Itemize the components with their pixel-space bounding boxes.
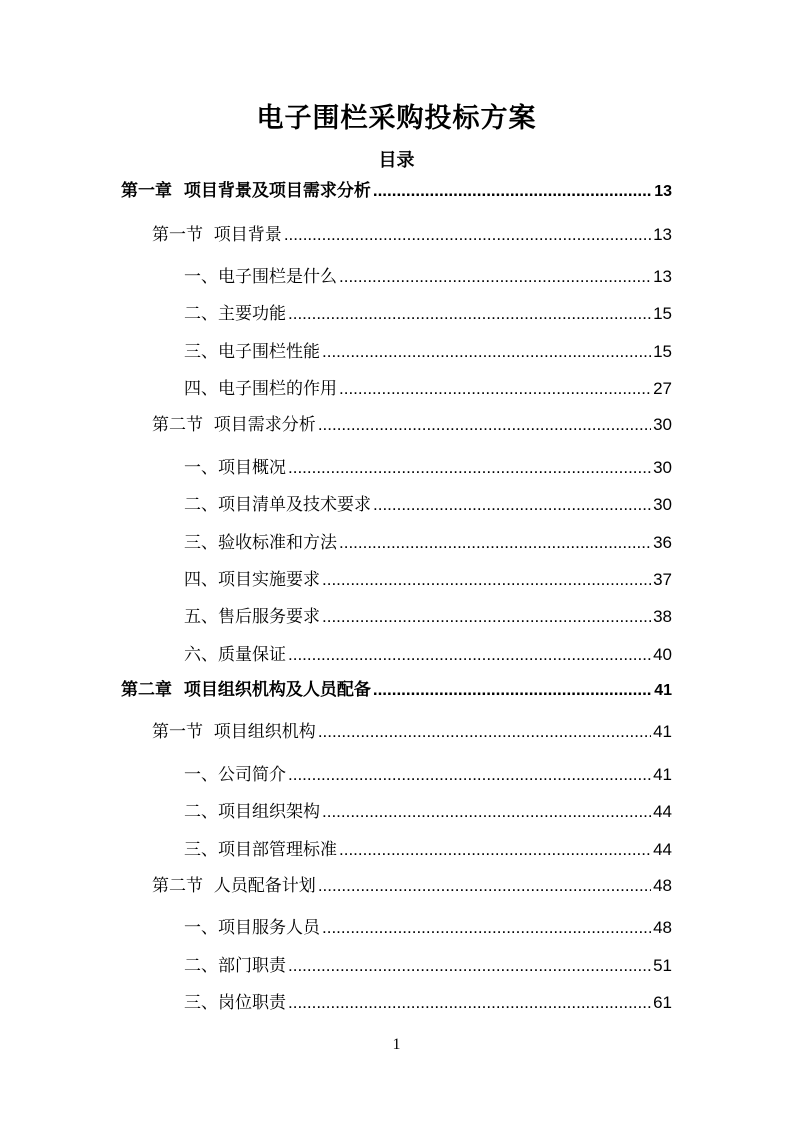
dot-leader — [288, 953, 651, 979]
toc-entry-label: 三、电子围栏性能 — [184, 342, 320, 362]
toc-entry-label: 第一章 项目背景及项目需求分析 — [121, 181, 371, 201]
toc-entry-page: 30 — [653, 458, 672, 477]
toc-entry-subsection[interactable] — [184, 455, 672, 481]
toc-entry-label: 六、质量保证 — [184, 645, 286, 665]
dot-leader — [288, 301, 651, 327]
toc-entry-page: 13 — [653, 267, 672, 286]
toc-entry-label: 第二节 项目需求分析 — [152, 415, 316, 435]
toc-entry-page: 30 — [653, 495, 672, 514]
toc-entry-chapter-2[interactable] — [121, 677, 672, 703]
toc-entry-label: 一、电子围栏是什么 — [184, 267, 337, 287]
dot-leader — [322, 915, 651, 941]
toc-entry-page: 30 — [653, 415, 672, 434]
toc-entry-section[interactable] — [152, 412, 672, 438]
dot-leader — [339, 376, 651, 402]
toc-entry-page: 61 — [653, 993, 672, 1012]
toc-entry-label: 第一节 项目组织机构 — [152, 722, 316, 742]
toc-entry-subsection[interactable] — [184, 567, 672, 593]
dot-leader — [339, 837, 651, 863]
toc-entry-label: 二、主要功能 — [184, 304, 286, 324]
toc-entry-subsection[interactable] — [184, 915, 672, 941]
dot-leader — [322, 567, 651, 593]
dot-leader — [373, 492, 651, 518]
toc-entry-section[interactable] — [152, 873, 672, 899]
toc-entry-label: 第二节 人员配备计划 — [152, 876, 316, 896]
toc-entry-label: 三、项目部管理标准 — [184, 840, 337, 860]
dot-leader — [322, 799, 651, 825]
toc-entry-subsection[interactable] — [184, 799, 672, 825]
toc-entry-subsection[interactable] — [184, 642, 672, 668]
toc-entry-page: 51 — [653, 956, 672, 975]
dot-leader — [339, 264, 651, 290]
toc-entry-subsection[interactable] — [184, 264, 672, 290]
toc-entry-page: 13 — [653, 225, 672, 244]
document-title: 电子围栏采购投标方案 — [256, 103, 537, 134]
dot-leader — [318, 719, 651, 745]
toc-entry-page: 41 — [654, 682, 672, 699]
toc-heading: 目录 — [378, 150, 415, 171]
toc-entry-page: 27 — [653, 379, 672, 398]
toc-entry-page: 15 — [653, 342, 672, 361]
toc-entry-subsection[interactable] — [184, 604, 672, 630]
dot-leader — [284, 222, 651, 248]
toc-entry-chapter-1[interactable] — [121, 178, 672, 204]
toc-entry-page: 48 — [653, 918, 672, 937]
toc-entry-page: 13 — [654, 183, 672, 200]
toc-entry-label: 第一节 项目背景 — [152, 225, 282, 245]
dot-leader — [322, 604, 651, 630]
dot-leader — [288, 642, 651, 668]
toc-entry-page: 44 — [653, 840, 672, 859]
dot-leader — [288, 455, 651, 481]
toc-entry-subsection[interactable] — [184, 339, 672, 365]
toc-entry-label: 三、岗位职责 — [184, 993, 286, 1013]
toc-entry-subsection[interactable] — [184, 762, 672, 788]
toc-entry-label: 一、公司简介 — [184, 765, 286, 785]
toc-entry-page: 36 — [653, 533, 672, 552]
toc-entry-section[interactable] — [152, 719, 672, 745]
toc-entry-subsection[interactable] — [184, 953, 672, 979]
toc-entry-label: 二、部门职责 — [184, 956, 286, 976]
toc-entry-page: 41 — [653, 765, 672, 784]
toc-entry-page: 48 — [653, 876, 672, 895]
toc-entry-subsection[interactable] — [184, 990, 672, 1016]
dot-leader — [339, 530, 651, 556]
toc-entry-subsection[interactable] — [184, 376, 672, 402]
toc-entry-label: 第二章 项目组织机构及人员配备 — [121, 680, 371, 700]
toc-entry-label: 一、项目服务人员 — [184, 918, 320, 938]
page-number: 1 — [392, 1036, 401, 1053]
dot-leader — [288, 762, 651, 788]
dot-leader — [373, 677, 652, 703]
dot-leader — [373, 178, 652, 204]
toc-entry-label: 三、验收标准和方法 — [184, 533, 337, 553]
toc-entry-subsection[interactable] — [184, 837, 672, 863]
toc-entry-page: 37 — [653, 570, 672, 589]
toc-entry-subsection[interactable] — [184, 530, 672, 556]
dot-leader — [318, 412, 651, 438]
toc-entry-label: 四、电子围栏的作用 — [184, 379, 337, 399]
toc-entry-label: 二、项目组织架构 — [184, 802, 320, 822]
toc-entry-subsection[interactable] — [184, 301, 672, 327]
toc-entry-label: 一、项目概况 — [184, 458, 286, 478]
dot-leader — [288, 990, 651, 1016]
toc-entry-label: 四、项目实施要求 — [184, 570, 320, 590]
toc-entry-subsection[interactable] — [184, 492, 672, 518]
toc-entry-page: 40 — [653, 645, 672, 664]
toc-entry-page: 44 — [653, 802, 672, 821]
dot-leader — [322, 339, 651, 365]
toc-entry-label: 二、项目清单及技术要求 — [184, 495, 371, 515]
toc-entry-section[interactable] — [152, 222, 672, 248]
toc-entry-page: 38 — [653, 607, 672, 626]
toc-entry-page: 41 — [653, 722, 672, 741]
dot-leader — [318, 873, 651, 899]
toc-entry-page: 15 — [653, 304, 672, 323]
toc-entry-label: 五、售后服务要求 — [184, 607, 320, 627]
